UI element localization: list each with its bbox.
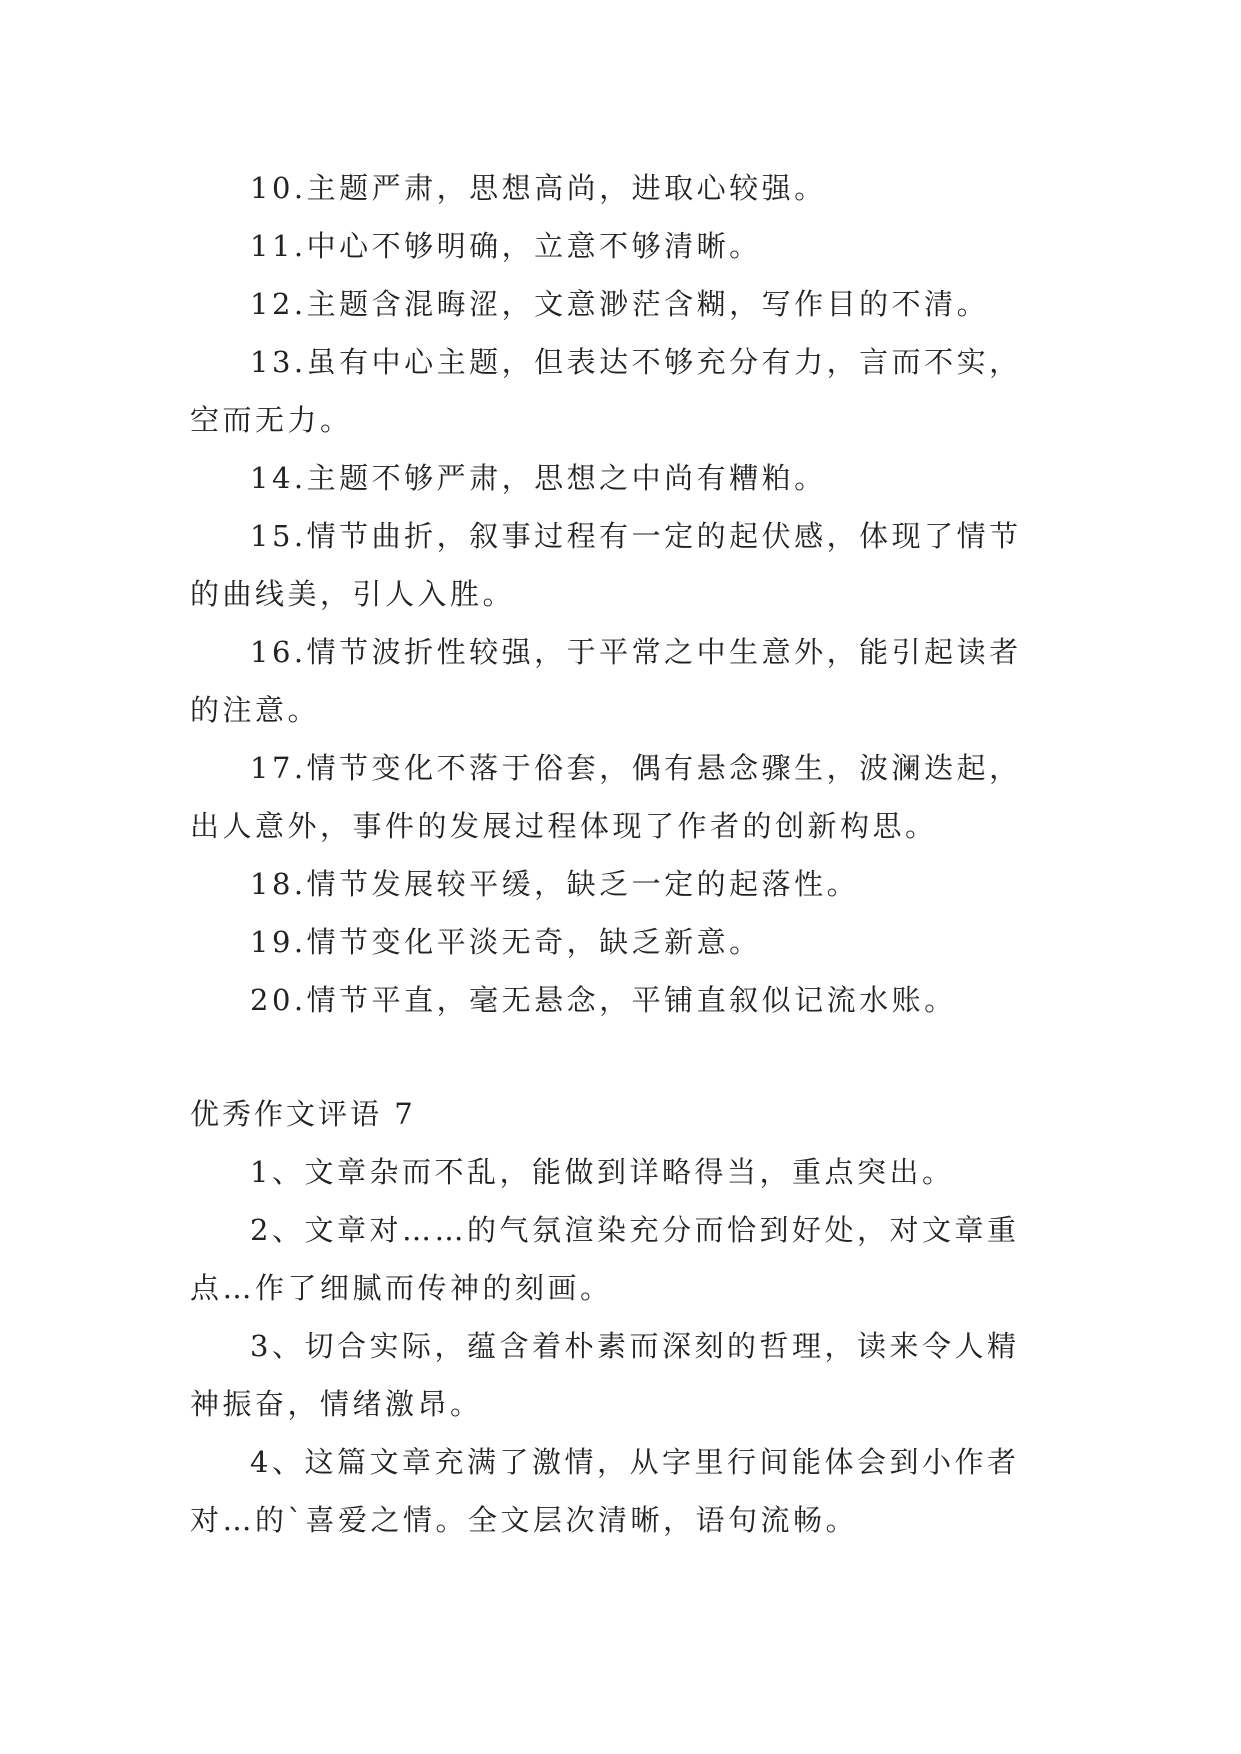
comment-item: 19.情节变化平淡无奇，缺乏新意。 xyxy=(250,925,762,959)
document-page xyxy=(190,159,1050,1549)
comment-item: 13.虽有中心主题，但表达不够充分有力，言而不实，空而无力。 xyxy=(190,345,1022,437)
comment-item: 4、这篇文章充满了激情，从字里行间能体会到小作者对…的`喜爱之情。全文层次清晰，语句流畅。 xyxy=(190,1445,1020,1537)
comment-list-a xyxy=(190,159,1050,1029)
comment-list-b xyxy=(190,1143,1050,1549)
comment-item: 17.情节变化不落于俗套，偶有悬念骤生，波澜迭起，出人意外，事件的发展过程体现了作者的创新构思。 xyxy=(190,751,1022,843)
section-heading: 优秀作文评语 7 xyxy=(190,1097,416,1131)
comment-item: 10.主题严肃，思想高尚，进取心较强。 xyxy=(250,171,827,205)
comment-item: 15.情节曲折，叙事过程有一定的起伏感，体现了情节的曲线美，引人入胜。 xyxy=(190,519,1022,611)
comment-item: 1、文章杂而不乱，能做到详略得当，重点突出。 xyxy=(250,1155,955,1189)
comment-item: 12.主题含混晦涩，文意渺茫含糊，写作目的不清。 xyxy=(250,287,990,321)
comment-item: 2、文章对……的气氛渲染充分而恰到好处，对文章重点…作了细腻而传神的刻画。 xyxy=(190,1213,1020,1305)
comment-item: 3、切合实际，蕴含着朴素而深刻的哲理，读来令人精神振奋，情绪激昂。 xyxy=(190,1329,1020,1421)
comment-item: 14.主题不够严肃，思想之中尚有糟粕。 xyxy=(250,461,827,495)
comment-item: 18.情节发展较平缓，缺乏一定的起落性。 xyxy=(250,867,860,901)
comment-item: 16.情节波折性较强，于平常之中生意外，能引起读者的注意。 xyxy=(190,635,1022,727)
comment-item: 20.情节平直，毫无悬念，平铺直叙似记流水账。 xyxy=(250,983,957,1017)
comment-item: 11.中心不够明确，立意不够清晰。 xyxy=(250,229,762,263)
